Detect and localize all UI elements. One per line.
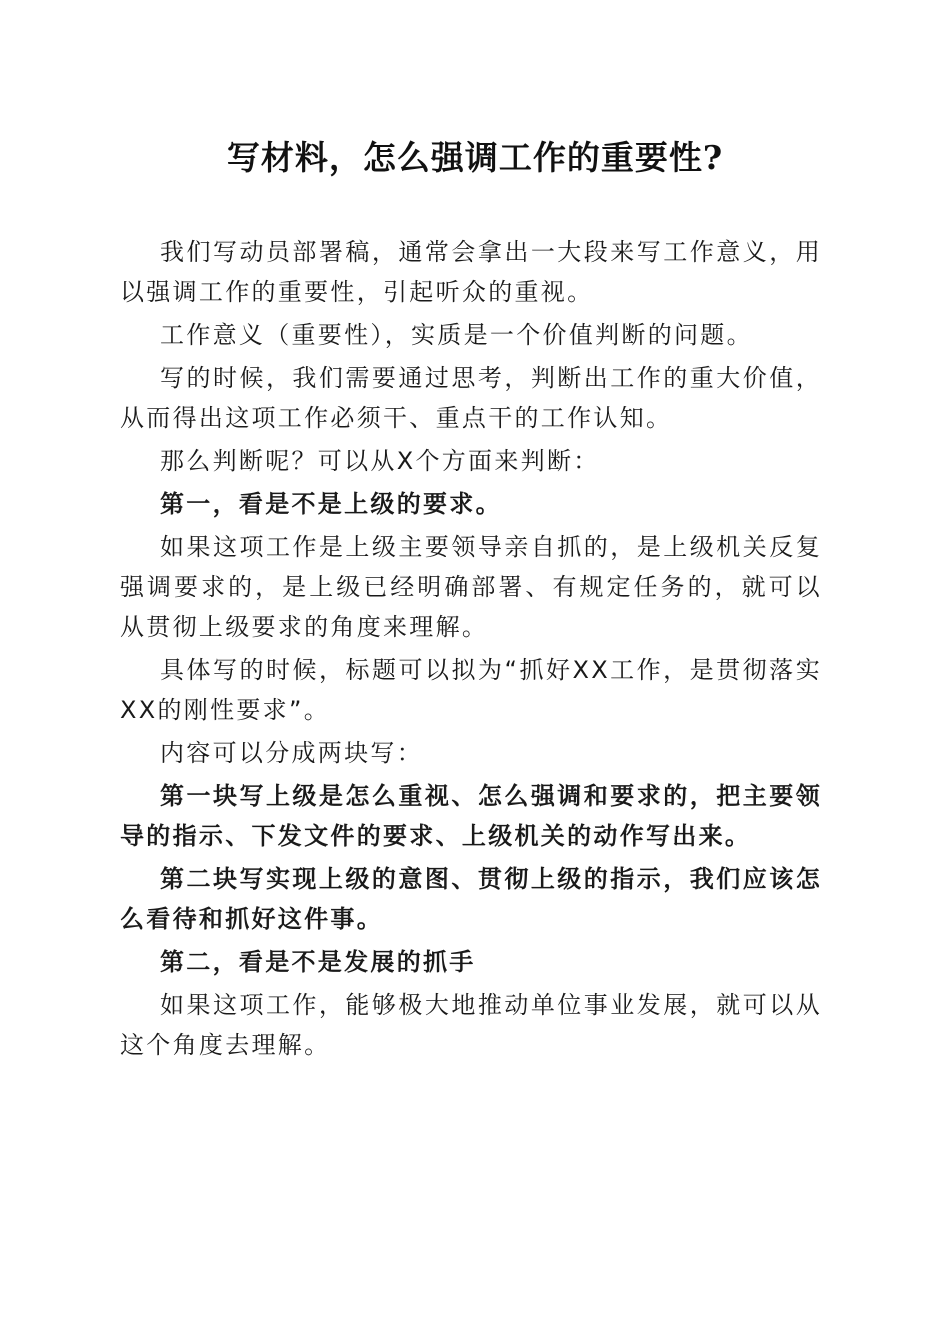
paragraph: 写的时候，我们需要通过思考，判断出工作的重大价值，从而得出这项工作必须干、重点干的工作认知。 bbox=[120, 364, 822, 432]
paragraph: 工作意义（重要性），实质是一个价值判断的问题。 bbox=[160, 321, 753, 349]
paragraph: 如果这项工作，能够极大地推动单位事业发展，就可以从这个角度去理解。 bbox=[120, 991, 822, 1059]
paragraph: 我们写动员部署稿，通常会拿出一大段来写工作意义，用以强调工作的重要性，引起听众的重视。 bbox=[120, 238, 822, 306]
paragraph: 第一块写上级是怎么重视、怎么强调和要求的，把主要领导的指示、下发文件的要求、上级机关的动作写出来。 bbox=[120, 782, 822, 850]
paragraph: 具体写的时候，标题可以拟为“抓好XX工作，是贯彻落实XX的刚性要求”。 bbox=[120, 656, 822, 724]
paragraph: 那么判断呢？可以从X个方面来判断： bbox=[160, 447, 600, 475]
document-body bbox=[120, 232, 822, 1068]
section-heading: 第二，看是不是发展的抓手 bbox=[160, 948, 476, 976]
paragraph: 如果这项工作是上级主要领导亲自抓的，是上级机关反复强调要求的，是上级已经明确部署、有规定任务的，就可以从贯彻上级要求的角度来理解。 bbox=[120, 533, 822, 641]
paragraph: 第二块写实现上级的意图、贯彻上级的指示，我们应该怎么看待和抓好这件事。 bbox=[120, 865, 822, 933]
document-title: 写材料，怎么强调工作的重要性? bbox=[226, 138, 724, 177]
paragraph: 内容可以分成两块写： bbox=[160, 739, 423, 767]
section-heading: 第一，看是不是上级的要求。 bbox=[160, 490, 502, 518]
